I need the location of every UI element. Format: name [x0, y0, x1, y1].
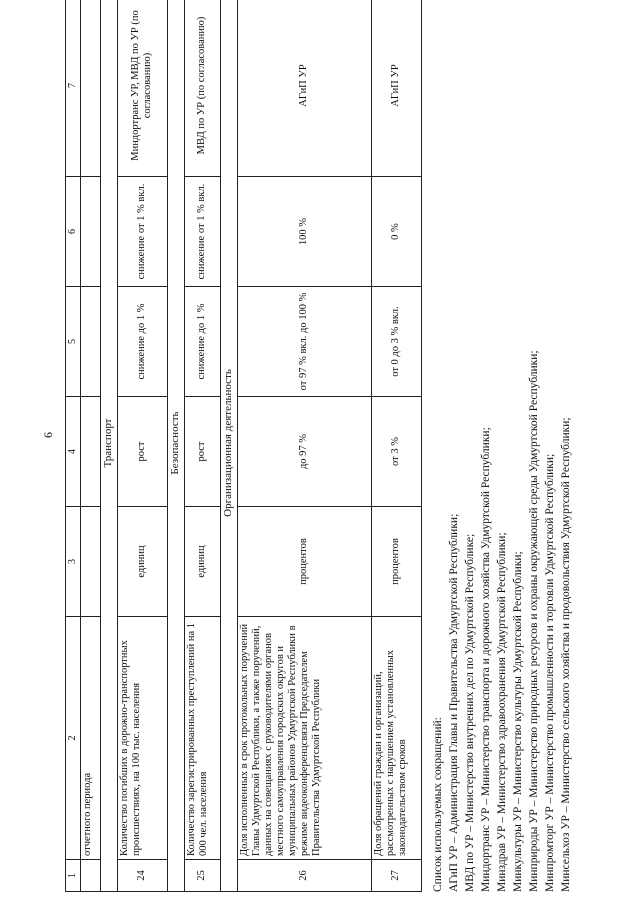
- responsible-cell: МВД по УР (по согласованию): [184, 0, 220, 177]
- unit-cell: процентов: [371, 507, 421, 617]
- section-title: Организационная деятельность: [220, 0, 237, 892]
- abbreviation-item: Минкультуры УР – Министерство культуры Удмуртской Республики;: [512, 551, 524, 892]
- row-number: 25: [184, 860, 220, 892]
- value-cell: рост: [184, 397, 220, 507]
- section-row-security: [167, 0, 184, 892]
- value-cell: от 3 %: [371, 397, 421, 507]
- section-row-transport: [100, 0, 117, 892]
- value-cell: рост: [117, 397, 167, 507]
- indicator-name: Количество погибших в дорожно-транспортных происшествиях, на 100 тыс. населения: [117, 617, 167, 860]
- abbreviation-item: Миндортранс УР – Министерство транспорта и дорожного хозяйства Удмуртской Республики;: [480, 427, 492, 892]
- table-row: [371, 0, 421, 892]
- abbreviation-item: Минздрав УР – Министерство здравоохранения Удмуртской Республики;: [496, 532, 508, 892]
- column-number: 4: [66, 397, 81, 507]
- responsible-cell: Миндортранс УР, МВД по УР (по согласованию): [117, 0, 167, 177]
- indicators-table: [65, 0, 422, 892]
- section-row-organization: [220, 0, 237, 892]
- value-cell: снижение до 1 %: [184, 287, 220, 397]
- abbreviations-list: [430, 12, 574, 892]
- abbreviation-item: Минприроды УР – Министерство природных ресурсов и охраны окружающей среды Удмуртской Республики;: [528, 350, 540, 892]
- row-number: 27: [371, 860, 421, 892]
- value-cell: снижение от 1 % вкл.: [184, 177, 220, 287]
- value-cell: снижение до 1 %: [117, 287, 167, 397]
- value-cell: от 0 до 3 % вкл.: [371, 287, 421, 397]
- column-number: 6: [66, 177, 81, 287]
- abbreviation-item: Минпромторг УР – Министерство промышленности и торговли Удмуртской Республики;: [544, 453, 556, 892]
- abbreviation-item: МВД по УР – Министерство внутренних дел по Удмуртской Республике;: [464, 533, 476, 892]
- section-title: Транспорт: [100, 0, 117, 892]
- row-number: 26: [237, 860, 371, 892]
- abbreviation-item: Минсельхоз УР – Министерство сельского хозяйства и продовольствия Удмуртской Республики;: [560, 417, 572, 892]
- responsible-cell: АГиП УР: [371, 0, 421, 177]
- table-row: [237, 0, 371, 892]
- value-cell: до 97 %: [237, 397, 371, 507]
- column-number: 7: [66, 0, 81, 177]
- indicator-name: Доля обращений граждан и организаций, рассмотренных с нарушением установленных законодательством сроков: [371, 617, 421, 860]
- value-cell: 0 %: [371, 177, 421, 287]
- unit-cell: единиц: [184, 507, 220, 617]
- column-number: 1: [66, 860, 81, 892]
- responsible-cell: АГиП УР: [237, 0, 371, 177]
- abbreviation-item: АГиП УР – Администрация Главы и Правительства Удмуртской Республики;: [448, 513, 460, 892]
- indicator-name: Доля исполненных в срок протокольных поручений Главы Удмуртской Республики, а также поручений, данных на совещаниях с руководителями органов местного самоуправления городских округов и муниципальных районов Удмуртской Республики в режиме видеоконференцсвязи Председателем Правительства Удмуртской Республики: [237, 617, 371, 860]
- column-number: 2: [66, 617, 81, 860]
- value-cell: снижение от 1 % вкл.: [117, 177, 167, 287]
- value-cell: от 97 % вкл. до 100 %: [237, 287, 371, 397]
- unit-cell: единиц: [117, 507, 167, 617]
- unit-cell: процентов: [237, 507, 371, 617]
- column-numbers-row: [66, 0, 81, 892]
- continued-row: [80, 0, 100, 892]
- table-row: [184, 0, 220, 892]
- table-row: [117, 0, 167, 892]
- column-number: 5: [66, 287, 81, 397]
- indicator-name: Количество зарегистрированных преступлений на 1 000 чел. населения: [184, 617, 220, 860]
- continued-row-text: отчетного периода: [80, 617, 100, 860]
- page-number: 6: [41, 432, 55, 438]
- column-number: 3: [66, 507, 81, 617]
- value-cell: 100 %: [237, 177, 371, 287]
- section-title: Безопасность: [167, 0, 184, 892]
- abbreviations-title: Список используемых сокращений:: [432, 717, 444, 892]
- row-number: 24: [117, 860, 167, 892]
